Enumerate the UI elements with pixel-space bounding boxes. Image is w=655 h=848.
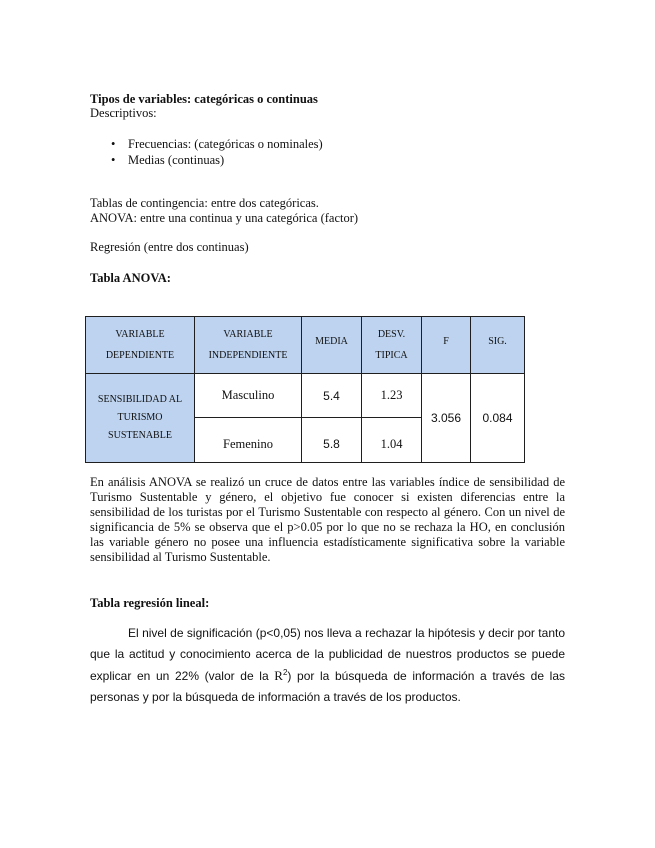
bullet-list	[90, 137, 565, 169]
anova-line: ANOVA: entre una continua y una categórica (factor)	[90, 211, 359, 225]
anova-paragraph: En análisis ANOVA se realizó un cruce de datos entre las variables índice de sensibilidad de Turismo Sustentable y género, el objetivo fue conocer si existen diferencias entre la sensibilidad de los turistas por el Turismo Sustentable con respecto al género. Con un nivel de significancia de 5% se observa que el p>0.05 por lo que no se rechaza la HO, en conclusión las variable género no posee una influencia estadísticamente significativa sobre la variable sensibilidad al Turismo Sustentable.	[90, 475, 565, 564]
header-desv-tipica: DESV. TIPICA	[362, 317, 422, 374]
bullet-icon: •	[111, 153, 116, 167]
list-item	[90, 137, 565, 153]
desv-masculino: 1.23	[362, 374, 422, 418]
regresion-line: Regresión (entre dos continuas)	[90, 240, 249, 254]
desv-femenino: 1.04	[362, 418, 422, 463]
anova-table	[85, 316, 525, 463]
dependent-variable-cell: SENSIBILIDAD AL TURISMO SUSTENABLE	[86, 374, 195, 463]
header-sig: SIG.	[471, 317, 525, 374]
tabla-regresion-title: Tabla regresión lineal:	[90, 596, 210, 610]
media-femenino: 5.8	[302, 418, 362, 463]
f-value: 3.056	[422, 374, 471, 463]
header-f: F	[422, 317, 471, 374]
bullet-text: Frecuencias: (categóricas o nominales)	[128, 137, 323, 151]
list-item	[90, 153, 565, 169]
header-variable-dependiente: VARIABLE DEPENDIENTE	[86, 317, 195, 374]
regression-paragraph: El nivel de significación (p<0,05) nos lleva a rechazar la hipótesis y decir por tanto que la actitud y conocimiento acerca de la publicidad de nuestros productos se puede explicar en un 22% (valor de la $R^2$) por la búsqueda de información a través de las personas y por la búsqueda de información a través de los productos.	[90, 626, 565, 704]
header-variable-independiente: VARIABLE INDEPENDIENTE	[195, 317, 302, 374]
tablas-contingencia-line: Tablas de contingencia: entre dos categóricas.	[90, 196, 319, 210]
header-media: MEDIA	[302, 317, 362, 374]
sig-value: 0.084	[471, 374, 525, 463]
heading-tipos: Tipos de variables: categóricas o continuas	[90, 92, 318, 106]
tabla-anova-title: Tabla ANOVA:	[90, 271, 171, 285]
descriptivos-label: Descriptivos:	[90, 106, 157, 120]
media-masculino: 5.4	[302, 374, 362, 418]
bullet-text: Medias (continuas)	[128, 153, 225, 167]
group-masculino: Masculino	[195, 374, 302, 418]
group-femenino: Femenino	[195, 418, 302, 463]
bullet-icon: •	[111, 137, 116, 151]
